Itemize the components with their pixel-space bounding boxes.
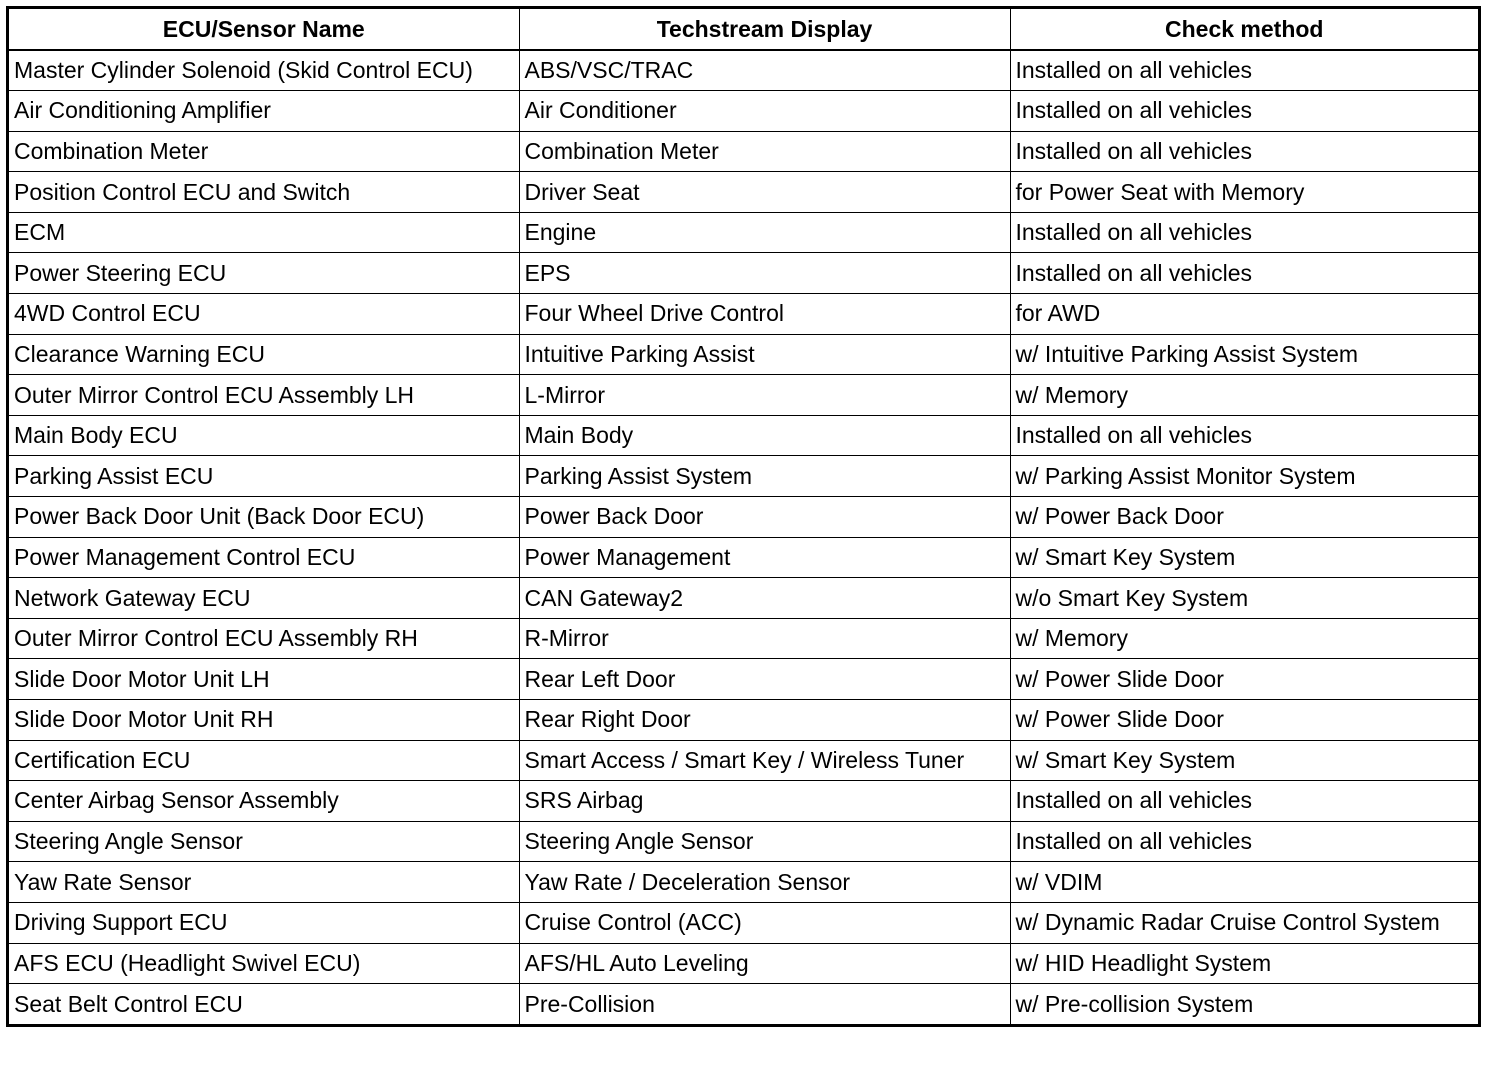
check-method-cell: w/ Memory: [1010, 618, 1478, 659]
techstream-display-cell: Rear Right Door: [519, 700, 1010, 741]
ecu-sensor-name-cell: Slide Door Motor Unit RH: [9, 700, 519, 741]
check-method-cell: w/o Smart Key System: [1010, 578, 1478, 619]
check-method-cell: w/ Smart Key System: [1010, 740, 1478, 781]
column-header-ecu-sensor-name: ECU/Sensor Name: [9, 9, 519, 50]
techstream-display-cell: ABS/VSC/TRAC: [519, 50, 1010, 91]
ecu-sensor-name-cell: Outer Mirror Control ECU Assembly RH: [9, 618, 519, 659]
table-row: [9, 50, 1478, 91]
ecu-sensor-name-cell: Network Gateway ECU: [9, 578, 519, 619]
check-method-cell: w/ Parking Assist Monitor System: [1010, 456, 1478, 497]
ecu-sensor-name-cell: Air Conditioning Amplifier: [9, 91, 519, 132]
ecu-table-container: [6, 6, 1481, 1027]
techstream-display-cell: Main Body: [519, 415, 1010, 456]
table-row: [9, 212, 1478, 253]
check-method-cell: Installed on all vehicles: [1010, 212, 1478, 253]
techstream-display-cell: Parking Assist System: [519, 456, 1010, 497]
check-method-cell: Installed on all vehicles: [1010, 91, 1478, 132]
techstream-display-cell: Intuitive Parking Assist: [519, 334, 1010, 375]
techstream-display-cell: Rear Left Door: [519, 659, 1010, 700]
check-method-cell: w/ Pre-collision System: [1010, 984, 1478, 1025]
techstream-display-cell: AFS/HL Auto Leveling: [519, 943, 1010, 984]
check-method-cell: for Power Seat with Memory: [1010, 172, 1478, 213]
ecu-sensor-name-cell: Seat Belt Control ECU: [9, 984, 519, 1025]
table-row: [9, 415, 1478, 456]
table-row: [9, 821, 1478, 862]
techstream-display-cell: Power Management: [519, 537, 1010, 578]
ecu-sensor-name-cell: Slide Door Motor Unit LH: [9, 659, 519, 700]
check-method-cell: w/ Smart Key System: [1010, 537, 1478, 578]
table-row: [9, 172, 1478, 213]
techstream-display-cell: Driver Seat: [519, 172, 1010, 213]
table-row: [9, 294, 1478, 335]
ecu-sensor-name-cell: Master Cylinder Solenoid (Skid Control ECU): [9, 50, 519, 91]
table-header-row: [9, 9, 1478, 50]
table-row: [9, 862, 1478, 903]
table-row: [9, 781, 1478, 822]
table-row: [9, 497, 1478, 538]
table-row: [9, 700, 1478, 741]
check-method-cell: for AWD: [1010, 294, 1478, 335]
table-row: [9, 578, 1478, 619]
ecu-sensor-name-cell: Parking Assist ECU: [9, 456, 519, 497]
ecu-sensor-name-cell: AFS ECU (Headlight Swivel ECU): [9, 943, 519, 984]
check-method-cell: w/ Intuitive Parking Assist System: [1010, 334, 1478, 375]
table-row: [9, 375, 1478, 416]
check-method-cell: w/ HID Headlight System: [1010, 943, 1478, 984]
column-header-check-method: Check method: [1010, 9, 1478, 50]
ecu-sensor-name-cell: Power Back Door Unit (Back Door ECU): [9, 497, 519, 538]
check-method-cell: Installed on all vehicles: [1010, 415, 1478, 456]
ecu-sensor-name-cell: Power Steering ECU: [9, 253, 519, 294]
techstream-display-cell: EPS: [519, 253, 1010, 294]
ecu-sensor-name-cell: Certification ECU: [9, 740, 519, 781]
ecu-sensor-name-cell: 4WD Control ECU: [9, 294, 519, 335]
check-method-cell: Installed on all vehicles: [1010, 821, 1478, 862]
check-method-cell: w/ Power Slide Door: [1010, 700, 1478, 741]
techstream-display-cell: Smart Access / Smart Key / Wireless Tuner: [519, 740, 1010, 781]
table-row: [9, 456, 1478, 497]
ecu-sensor-table: [9, 9, 1478, 1024]
ecu-sensor-name-cell: Driving Support ECU: [9, 902, 519, 943]
techstream-display-cell: SRS Airbag: [519, 781, 1010, 822]
ecu-sensor-name-cell: Combination Meter: [9, 131, 519, 172]
table-row: [9, 902, 1478, 943]
table-row: [9, 334, 1478, 375]
table-row: [9, 253, 1478, 294]
techstream-display-cell: Steering Angle Sensor: [519, 821, 1010, 862]
check-method-cell: Installed on all vehicles: [1010, 50, 1478, 91]
check-method-cell: Installed on all vehicles: [1010, 253, 1478, 294]
ecu-sensor-name-cell: Power Management Control ECU: [9, 537, 519, 578]
techstream-display-cell: Engine: [519, 212, 1010, 253]
table-row: [9, 537, 1478, 578]
check-method-cell: w/ Power Back Door: [1010, 497, 1478, 538]
table-row: [9, 91, 1478, 132]
techstream-display-cell: Yaw Rate / Deceleration Sensor: [519, 862, 1010, 903]
check-method-cell: Installed on all vehicles: [1010, 781, 1478, 822]
ecu-sensor-name-cell: Center Airbag Sensor Assembly: [9, 781, 519, 822]
table-row: [9, 943, 1478, 984]
table-row: [9, 131, 1478, 172]
check-method-cell: Installed on all vehicles: [1010, 131, 1478, 172]
techstream-display-cell: Power Back Door: [519, 497, 1010, 538]
ecu-sensor-name-cell: Steering Angle Sensor: [9, 821, 519, 862]
techstream-display-cell: Combination Meter: [519, 131, 1010, 172]
table-row: [9, 618, 1478, 659]
ecu-sensor-name-cell: ECM: [9, 212, 519, 253]
table-body: [9, 50, 1478, 1024]
table-row: [9, 740, 1478, 781]
techstream-display-cell: Cruise Control (ACC): [519, 902, 1010, 943]
table-row: [9, 659, 1478, 700]
ecu-sensor-name-cell: Position Control ECU and Switch: [9, 172, 519, 213]
techstream-display-cell: Four Wheel Drive Control: [519, 294, 1010, 335]
techstream-display-cell: CAN Gateway2: [519, 578, 1010, 619]
ecu-sensor-name-cell: Yaw Rate Sensor: [9, 862, 519, 903]
ecu-sensor-name-cell: Outer Mirror Control ECU Assembly LH: [9, 375, 519, 416]
check-method-cell: w/ Memory: [1010, 375, 1478, 416]
ecu-sensor-name-cell: Clearance Warning ECU: [9, 334, 519, 375]
check-method-cell: w/ Dynamic Radar Cruise Control System: [1010, 902, 1478, 943]
techstream-display-cell: L-Mirror: [519, 375, 1010, 416]
column-header-techstream-display: Techstream Display: [519, 9, 1010, 50]
techstream-display-cell: Pre-Collision: [519, 984, 1010, 1025]
techstream-display-cell: Air Conditioner: [519, 91, 1010, 132]
table-row: [9, 984, 1478, 1025]
check-method-cell: w/ VDIM: [1010, 862, 1478, 903]
check-method-cell: w/ Power Slide Door: [1010, 659, 1478, 700]
techstream-display-cell: R-Mirror: [519, 618, 1010, 659]
ecu-sensor-name-cell: Main Body ECU: [9, 415, 519, 456]
